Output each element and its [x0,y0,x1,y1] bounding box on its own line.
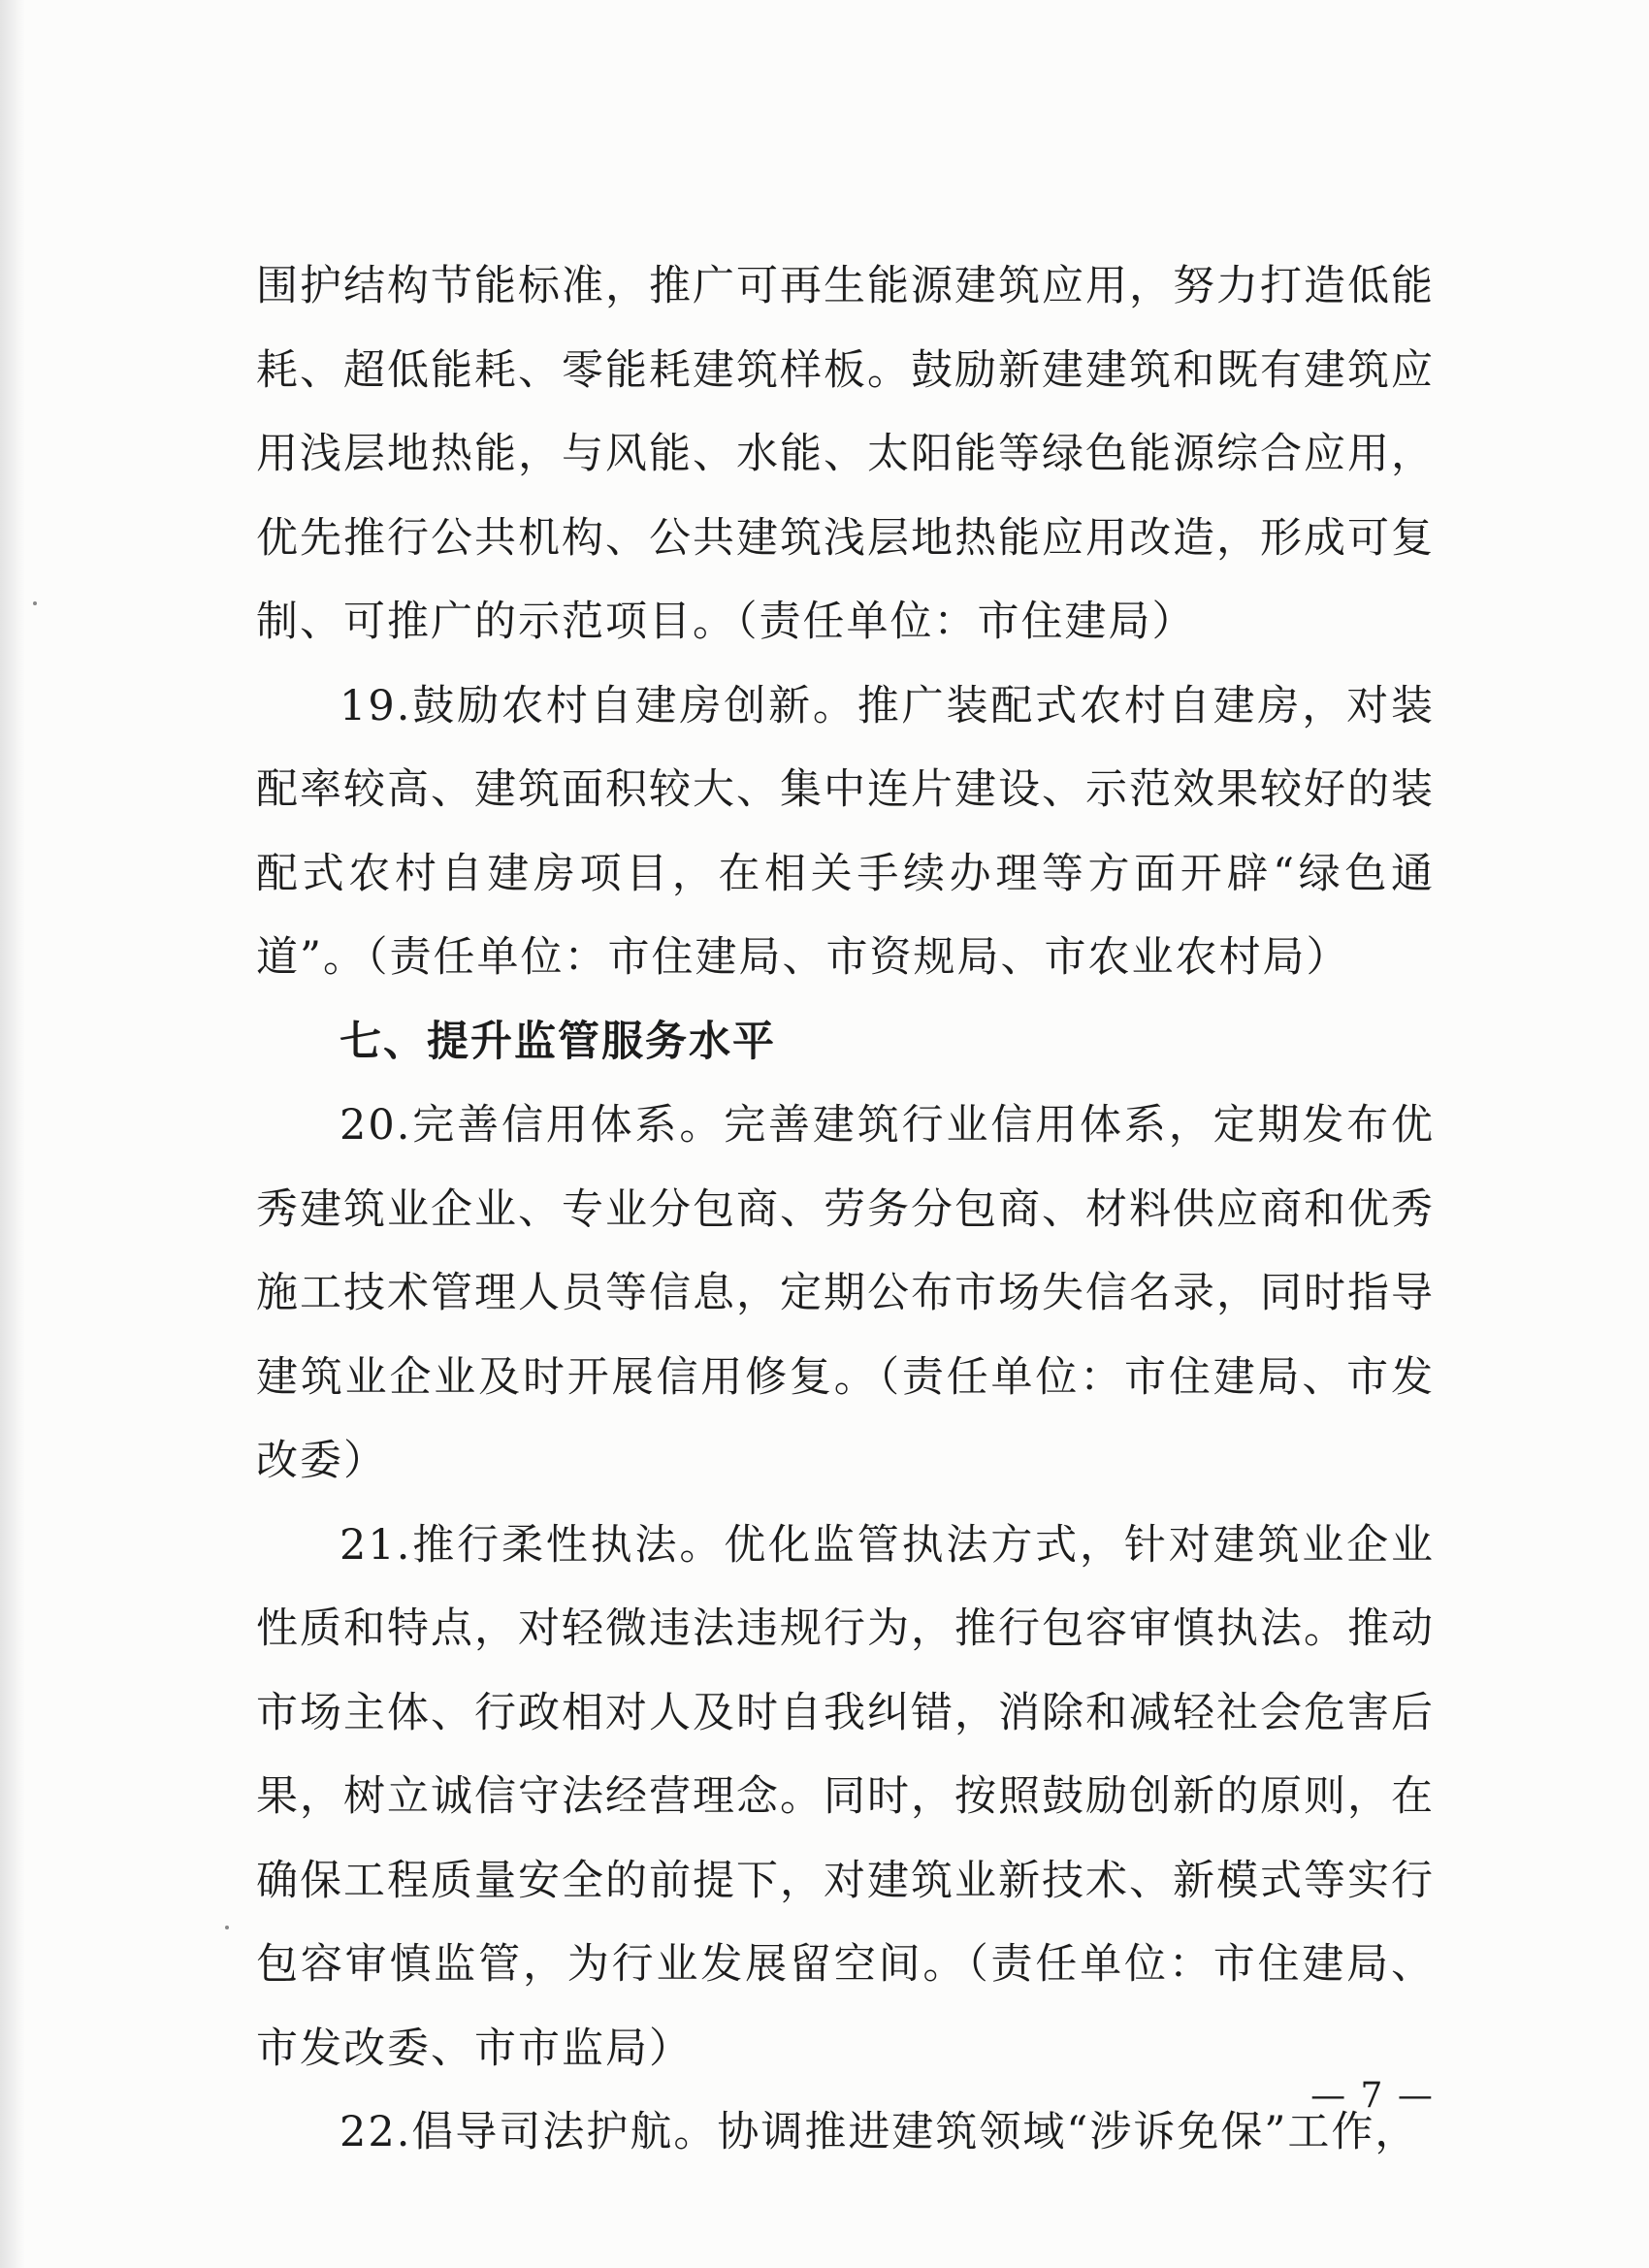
section-heading-7: 七、提升监管服务水平 [340,1017,776,1066]
paragraph-item-20: 20.完善信用体系。完善建筑行业信用体系，定期发布优秀建筑业企业、专业分包商、劳务分包商、材料供应商和优秀施工技术管理人员等信息，定期公布市场失信名录，同时指导建筑业企业及时开展信用修复。（责任单位：市住建局、市发改委） [256,1101,1435,1485]
scan-speck [33,601,37,605]
paragraph-item-19: 19.鼓励农村自建房创新。推广装配式农村自建房，对装配率较高、建筑面积较大、集中连片建设、示范效果较好的装配式农村自建房项目，在相关手续办理等方面开辟“绿色通道”。（责任单位：市住建局、市资规局、市农业农村局） [256,681,1435,982]
paragraph-item-22: 22.倡导司法护航。协调推进建筑领域“涉诉免保”工作， [340,2108,1419,2156]
paragraph-continuation: 围护结构节能标准，推广可再生能源建筑应用，努力打造低能耗、超低能耗、零能耗建筑样板。鼓励新建建筑和既有建筑应用浅层地热能，与风能、水能、太阳能等绿色能源综合应用，优先推行公共机构、公共建筑浅层地热能应用改造，形成可复制、可推广的示范项目。（责任单位：市住建局） [256,262,1435,646]
scan-speck [225,1926,229,1929]
paragraph-item-21: 21.推行柔性执法。优化监管执法方式，针对建筑业企业性质和特点，对轻微违法违规行为，推行包容审慎执法。推动市场主体、行政相对人及时自我纠错，消除和减轻社会危害后果，树立诚信守法经营理念。同时，按照鼓励创新的原则，在确保工程质量安全的前提下，对建筑业新技术、新模式等实行包容审慎监管，为行业发展留空间。（责任单位：市住建局、市发改委、市市监局） [256,1520,1435,2073]
document-body [256,244,1435,2175]
page-number: — 7 — [1310,2076,1435,2116]
scan-edge-shadow [0,0,25,2268]
